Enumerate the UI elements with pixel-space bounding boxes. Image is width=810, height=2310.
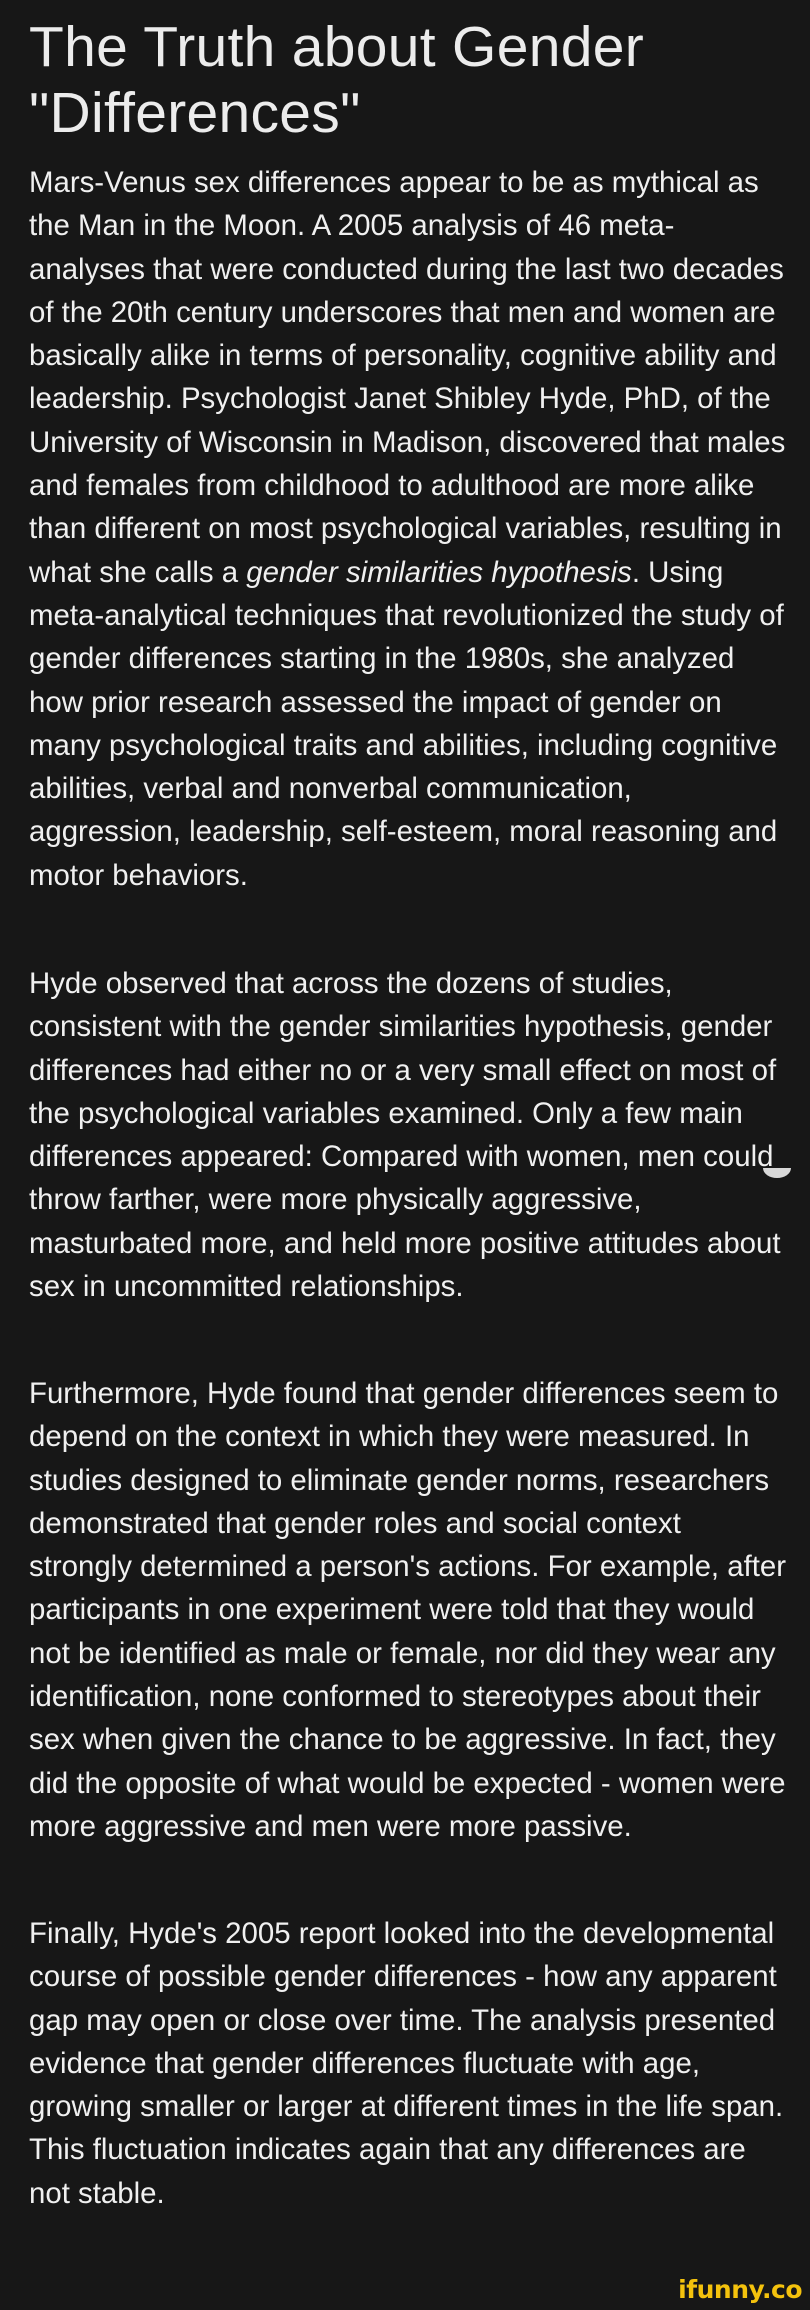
ifunny-watermark: ifunny.co <box>678 2275 802 2304</box>
title-line-2: "Differences" <box>29 81 361 145</box>
title-line-1: The Truth about Gender <box>29 15 644 79</box>
article-title <box>29 14 789 146</box>
scroll-handle-icon[interactable] <box>763 1168 791 1178</box>
paragraph-1-emphasis: gender similarities hypothesis <box>246 555 632 589</box>
paragraph-2: Hyde observed that across the dozens of studies, consistent with the gender similarities hypothesis, gender differences had either no or a very small effect on most of the psychological variables examined. Only a few main differences appeared: Compared with women, men could throw farther, were more physically aggressive, masturbated more, and held more positive attitudes about sex in uncommitted relationships. <box>29 967 781 1304</box>
paragraph-1-text-b: . Using meta-analytical techniques that revolutionized the study of gender differences starting in the 1980s, she analyzed how prior research assessed the impact of gender on many psychological traits and abilities, including cognitive abilities, verbal and nonverbal communication, aggression, leadership, self-esteem, moral reasoning and motor behaviors. <box>29 555 784 892</box>
paragraph-1-text-a: Mars-Venus sex differences appear to be as mythical as the Man in the Moon. A 2005 analysis of 46 meta-analyses that were conducted during the last two decades of the 20th century underscores that men and women are basically alike in terms of personality, cognitive ability and leadership. Psychologist Janet Shibley Hyde, PhD, of the University of Wisconsin in Madison, discovered that males and females from childhood to adulthood are more alike than different on most psychological variables, resulting in what she calls a <box>29 166 786 589</box>
paragraph-4: Finally, Hyde's 2005 report looked into the developmental course of possible gender differences - how any apparent gap may open or close over time. The analysis presented evidence that gender differences fluctuate with age, growing smaller or larger at different times in the life span. This fluctuation indicates again that any differences are not stable. <box>29 1917 784 2210</box>
paragraph-3: Furthermore, Hyde found that gender differences seem to depend on the context in which they were measured. In studies designed to eliminate gender norms, researchers demonstrated that gender roles and social context strongly determined a person's actions. For example, after participants in one experiment were told that they would not be identified as male or female, nor did they wear any identification, none conformed to stereotypes about their sex when given the chance to be aggressive. In fact, they did the opposite of what would be expected - women were more aggressive and men were more passive. <box>29 1377 787 1843</box>
article <box>29 14 789 2210</box>
paragraph-1 <box>29 161 789 897</box>
